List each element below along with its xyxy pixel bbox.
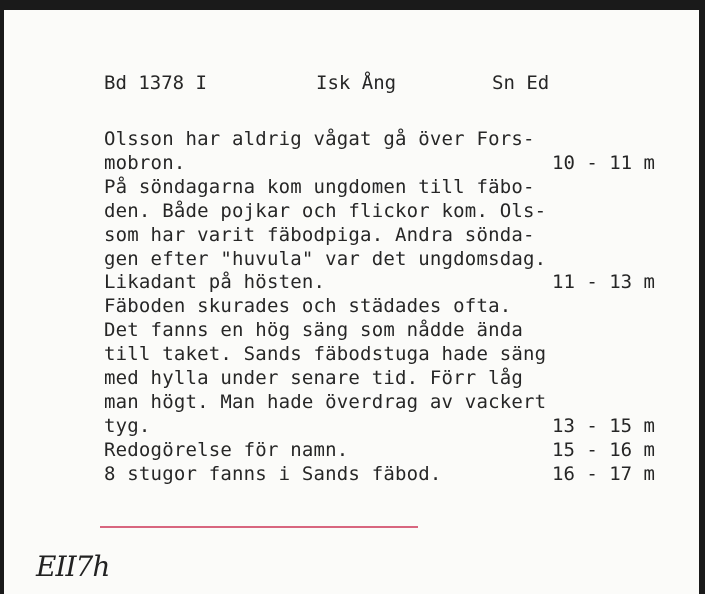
meter-range: 13 - 15 m	[552, 414, 655, 437]
meter-range: 16 - 17 m	[552, 462, 655, 485]
text-line: Olsson har aldrig vågat gå över Fors-	[104, 128, 535, 150]
text-line: Likadant på hösten.	[104, 271, 326, 294]
text-line: till taket. Sands fäbodstuga hade säng	[104, 343, 547, 366]
text-line: man högt. Man hade överdrag av vackert	[104, 390, 547, 413]
text-line: den. Både pojkar och flickor kom. Ols-	[104, 199, 547, 222]
text-line: tyg.	[104, 414, 151, 437]
parish: Sn Ed	[492, 72, 550, 94]
informant-code: Isk Ång	[316, 72, 397, 94]
text-line: Fäboden skurades och städades ofta.	[104, 295, 512, 318]
index-card	[4, 10, 699, 594]
red-underline	[100, 526, 418, 528]
text-line: gen efter "huvula" var det ungdomsdag.	[104, 247, 547, 270]
meter-range: 10 - 11 m	[552, 151, 655, 174]
text-line: med hylla under senare tid. Förr låg	[104, 367, 524, 389]
text-line: Redogörelse för namn.	[104, 438, 349, 461]
handwritten-note: EII7h	[36, 550, 110, 583]
record-number: Bd 1378 I	[104, 72, 207, 94]
text-line: Det fanns en hög säng som nådde ända	[104, 319, 524, 342]
meter-range: 15 - 16 m	[552, 438, 655, 461]
text-line: som har varit fäbodpiga. Andra sönda-	[104, 223, 535, 246]
text-line: mobron.	[104, 151, 186, 174]
text-line: 8 stugor fanns i Sands fäbod.	[104, 462, 442, 485]
text-line: På söndagarna kom ungdomen till fäbo-	[104, 175, 535, 198]
meter-range: 11 - 13 m	[552, 271, 655, 294]
